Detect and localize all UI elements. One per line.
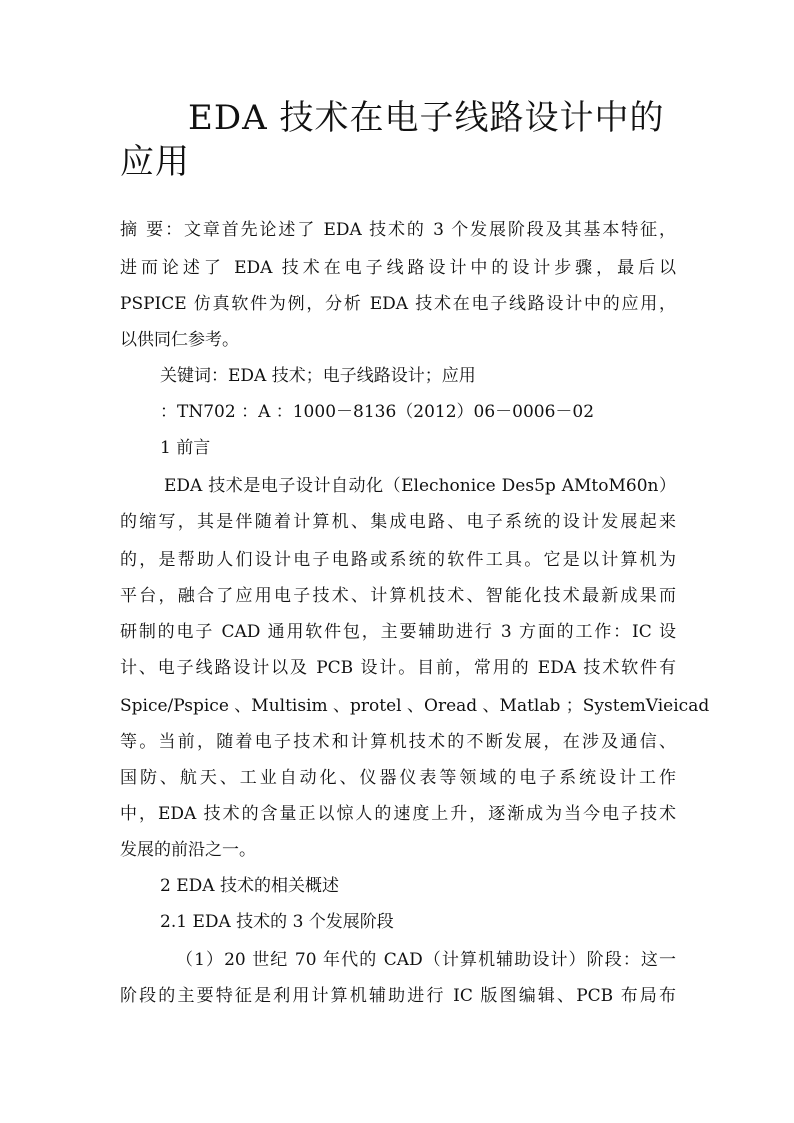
- paragraph-line: 等。当前，随着电子技术和计算机技术的不断发展，在涉及通信、: [120, 732, 676, 752]
- subsection-heading: 2.1 EDA 技术的 3 个发展阶段: [160, 912, 394, 932]
- paragraph-line: 计、电子线路设计以及 PCB 设计。目前，常用的 EDA 技术软件有: [120, 658, 676, 678]
- paragraph-line: 阶段的主要特征是利用计算机辅助进行 IC 版图编辑、PCB 布局布: [120, 986, 676, 1006]
- paragraph-line: 的缩写，其是伴随着计算机、集成电路、电子系统的设计发展起来: [120, 512, 676, 532]
- paragraph-line: 研制的电子 CAD 通用软件包，主要辅助进行 3 方面的工作：IC 设: [120, 622, 676, 642]
- paragraph-line: 发展的前沿之一。: [120, 840, 256, 860]
- abstract-line: 摘 要：文章首先论述了 EDA 技术的 3 个发展阶段及其基本特征，: [120, 220, 676, 240]
- paragraph-line: 中，EDA 技术的含量正以惊人的速度上升，逐渐成为当今电子技术: [120, 804, 676, 824]
- section-heading: 2 EDA 技术的相关概述: [160, 876, 339, 896]
- paragraph-line: 的，是帮助人们设计电子电路或系统的软件工具。它是以计算机为: [120, 550, 676, 570]
- paragraph-line: EDA 技术是电子设计自动化（Elechonice Des5p AMtoM60n）: [164, 476, 676, 496]
- classification-line: ：TN702 ：A ：1000－8136（2012）06－0006－02: [160, 402, 595, 422]
- paragraph-line: Spice/Pspice 、Multisim 、protel 、Oread 、Matlab ；SystemVieicad: [120, 696, 710, 716]
- abstract-line: 进而论述了 EDA 技术在电子线路设计中的设计步骤，最后以: [120, 258, 676, 278]
- abstract-line: 以供同仁参考。: [120, 330, 239, 350]
- paragraph-line: 国防、航天、工业自动化、仪器仪表等领域的电子系统设计工作: [120, 768, 676, 788]
- paragraph-line: （1）20 世纪 70 年代的 CAD（计算机辅助设计）阶段：这一: [176, 950, 676, 970]
- document-title: EDA 技术在电子线路设计中的应用: [120, 98, 665, 182]
- keywords-line: 关键词：EDA 技术；电子线路设计；应用: [160, 366, 476, 386]
- section-heading: 1 前言: [160, 438, 211, 458]
- paragraph-line: 平台，融合了应用电子技术、计算机技术、智能化技术最新成果而: [120, 586, 676, 606]
- abstract-line: PSPICE 仿真软件为例，分析 EDA 技术在电子线路设计中的应用，: [120, 294, 676, 314]
